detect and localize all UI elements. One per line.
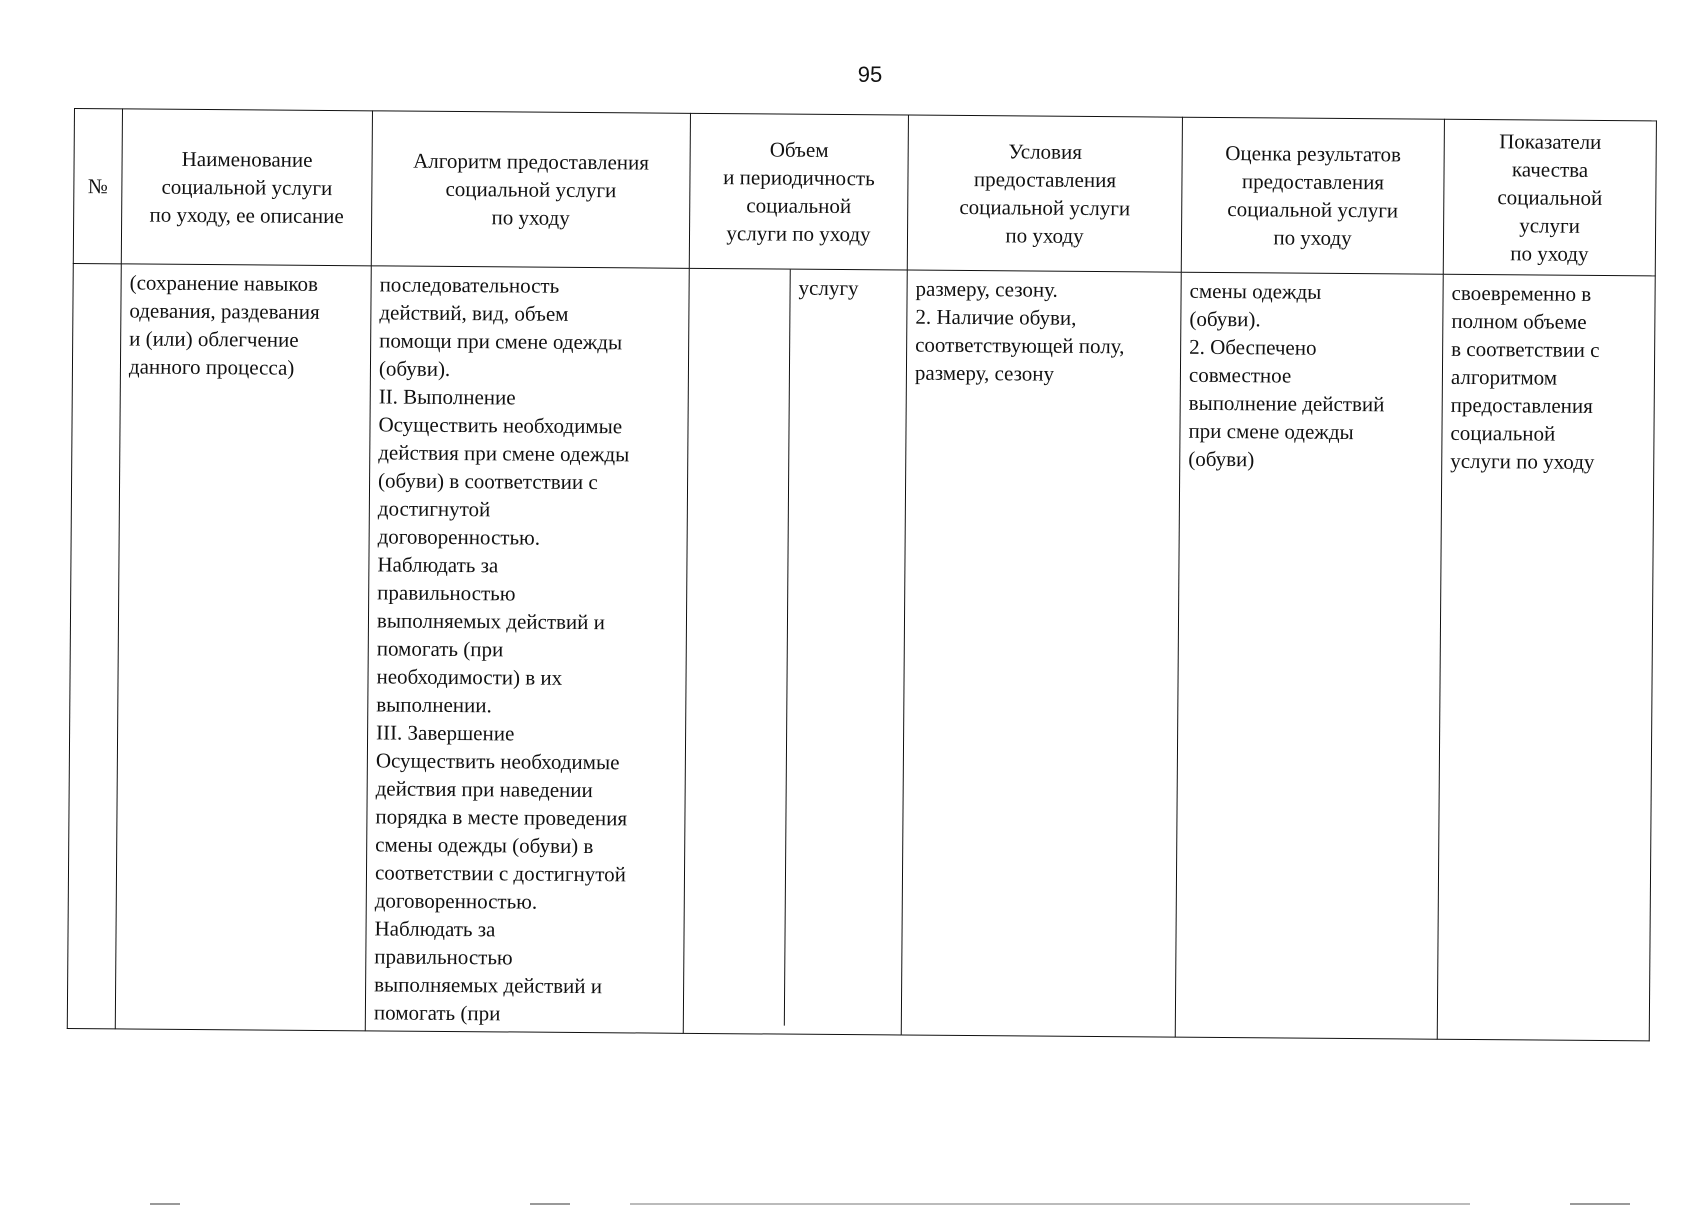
cell-number	[67, 263, 121, 1028]
header-quality: Показатели качества социальной услуги по уходу	[1443, 119, 1656, 276]
header-service-name: Наименование социальной услуги по уходу, ее описание	[121, 109, 372, 266]
cell-volume	[683, 268, 907, 1035]
cell-algorithm: последовательность действий, вид, объем помощи при смене одежды (обуви). II. Выполнение Осуществить необходимые действия при смене одежды (обуви) в соответствии с достигнутой договоренностью. Наблюдать за правильностью выполняемых действий и помогать (при необходимости) в их выполнении. III. Завершение Осуществить необходимые действия при наведении порядка в месте проведения смены одежды (обуви) в соответствии с достигнутой договоренностью. Наблюдать за правильностью выполняемых действий и помогать (при	[365, 266, 689, 1033]
table-row	[67, 263, 1655, 1040]
table-header-row	[73, 109, 1656, 276]
header-volume: Объем и периодичность социальной услуги по уходу	[689, 113, 908, 270]
header-evaluation: Оценка результатов предоставления социальной услуги по уходу	[1181, 117, 1444, 274]
page-number: 95	[857, 62, 883, 87]
cell-volume-left	[684, 269, 791, 1026]
header-algorithm: Алгоритм предоставления социальной услуги по уходу	[371, 111, 690, 268]
header-number: №	[73, 109, 122, 264]
cell-quality: своевременно в полном объеме в соответствии с алгоритмом предоставления социальной услуги по уходу	[1437, 274, 1655, 1041]
cell-conditions: размеру, сезону. 2. Наличие обуви, соответствующей полу, размеру, сезону	[901, 270, 1181, 1037]
cell-service-name: (сохранение навыков одевания, раздевания и (или) облегчение данного процесса)	[115, 264, 371, 1031]
header-conditions: Условия предоставления социальной услуги по уходу	[907, 115, 1182, 272]
volume-split	[684, 269, 907, 1027]
cell-volume-right: услугу	[798, 275, 859, 301]
cell-evaluation: смены одежды (обуви). 2. Обеспечено совместное выполнение действий при смене одежды (обуви)	[1175, 272, 1443, 1039]
services-table	[67, 108, 1657, 1041]
